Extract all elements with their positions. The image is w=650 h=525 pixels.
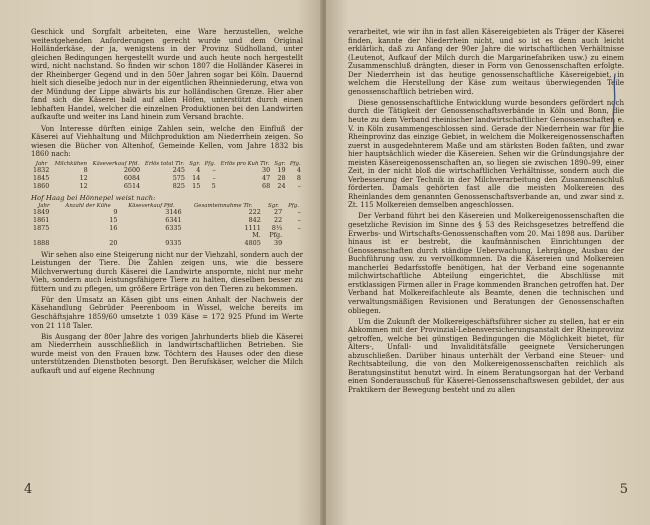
- table-cell: 9: [113, 208, 118, 217]
- table-cell: [284, 240, 303, 248]
- table-cell: –: [212, 166, 216, 175]
- page-number: 5: [619, 482, 628, 497]
- table-cell: 39: [274, 238, 283, 247]
- table-cell: 19: [277, 166, 286, 175]
- table-cell: 15: [109, 215, 118, 224]
- table-cell: 16: [109, 223, 118, 232]
- table-cell: 14: [192, 174, 201, 183]
- table-cell: 2600: [123, 166, 141, 175]
- table-cell: 5: [211, 181, 216, 190]
- table-cell: 575: [172, 174, 185, 183]
- table-header: Gesamteinnahme Tlr.: [194, 202, 253, 209]
- table-cell: 1875: [33, 223, 50, 232]
- table-cell: 15: [192, 181, 201, 190]
- left-text-column: [31, 28, 303, 378]
- table-cell: –: [297, 208, 301, 217]
- table-cell: 8: [83, 166, 88, 175]
- table-cell: 1832: [33, 166, 50, 175]
- table-cell: 8⅓: [271, 223, 283, 232]
- table-cell: Pfg.: [269, 231, 283, 240]
- altenhof-table: [31, 161, 303, 190]
- table-cell: 1849: [33, 208, 50, 217]
- table-row: [31, 183, 303, 191]
- table-header: Käseverkauf Pfd.: [128, 202, 175, 209]
- table-header: Sgr.: [274, 161, 286, 168]
- table-cell: 4: [296, 166, 301, 175]
- table-header: Pfg.: [204, 161, 216, 168]
- table-cell: 6341: [165, 215, 182, 224]
- table-header: Käseverkauf Pfd.: [92, 161, 140, 168]
- table-cell: –: [297, 215, 301, 224]
- paragraph: Der Verband führt bei den Käsereien und Molkereigenossenschaften die gesetzliche Revision im Sinne des § 53 des Reichsgesetzes betreffend die Erwerbs- und Wirtschafts-Genossenschaften vom 20. Mai 1898 aus. Darüber hinaus ist er bestrebt, die kaufmännischen Einrichtungen der Genossenschaften durch ständige Ueberwachung, Lehrgänge, Ausbau der Buchführung usw. zu vervollkommnen. Da die Käsereien und Molkereien mancherlei Bedarfsstoffe benötigen, hat der Verband eine sogenannte milchwirtschaftliche Abteilung eingerichtet, die Abschlüsse mit erstklassigen Firmen aller in Frage kommenden Branchen getroffen hat. Der Verband hat Molkereifachleute als Beamte, denen die technischen und verwaltungsmäßigen Revisionen und Beratungen der Genossenschaften obliegen.: [348, 211, 624, 315]
- table-header: Pfg.: [289, 161, 301, 168]
- paragraph: Wir sehen also eine Steigerung nicht nur der Viehzahl, sondern auch der Leistungen der Tiere. Die Zahlen zeigen uns, wie die bessere Milchverwertung durch Käserei die Landwirte anspornte, nicht nur mehr Vieh, sondern auch leistungsfähigere Tiere zu halten, dieselben besser zu füttern und zu pflegen, um größere Erträge von den Tieren zu bekommen.: [31, 249, 303, 293]
- table-cell: 22: [274, 215, 283, 224]
- table-cell: –: [212, 174, 216, 183]
- paragraph: verarbeitet, wie wir ihn in fast allen Käsereigebieten als Träger der Käserei finden, kannte der Niederrhein nicht, und so ist es denn auch leicht erklärlich, daß zu Anfang der 90er Jahre die wirtschaftlichen Verhältnisse (Leutenot, Aufkauf der Milch durch die Margarinefabriken usw.) zu einem Zusammenschluß drängten, dieser in Form von Genossenschaften erfolgte. Der Niederrhein ist das heutige genossenschaftliche Käsereigebiet, in welchem die Herstellung der Käse zum weitaus überwiegenden Teile genossenschaftlich betrieben wird.: [348, 27, 624, 96]
- paragraph: Geschick und Sorgfalt arbeiteten, eine Ware herzustellen, welche weitestgehenden Anforderungen gerecht wurde und dem Original Holländerkäse, der ja, wenigstens in der Provinz Südholland, unter gleichen Bedingungen hergestellt wurde und auch heute noch hergestellt wird, nicht nachstand. So finden wir schon 1807 die Holländer Käserei in der Rheinberger Gegend und in den 50er Jahren sogar bei Köln. Dauernd hielt sich dieselbe jedoch nur in der eigentlichen Rheinniederung, etwa von der Mündung der Lippe abwärts bis zur holländischen Grenze. Hier aber fand sich die Käserei bald auf allen Höfen, unterstützt durch einen lebhaften Handel, welcher die einzelnen Produktionen bei den Landwirten aufkaufte und weiter ins Land hinein zum Versand brachte.: [31, 27, 303, 122]
- table-cell: 47: [262, 174, 271, 183]
- table-cell: 4: [196, 166, 201, 175]
- table-cell: 1845: [33, 174, 50, 183]
- paragraph: Diese genossenschaftliche Entwicklung wurde besonders gefördert noch durch die Tätigkeit der Genossenschaftsverbände in Köln und Bonn, die heute zu dem Verband rheinischer landwirtschaftlicher Genossenschaften e. V. in Köln zusammengeschlossen sind. Gerade der Niederrhein war für die Rheinprovinz das einzige Gebiet, in welchem die Molkereigenossenschaften zuerst in ausgedehnterem Maße und am stärksten Boden faßten, und zwar hier hauptsächlich wieder die Käsereien. Sehen wir die Gründungsjahre der meisten Käsereigenossenschaften an, so liegen sie zwischen 1890–99, einer Zeit, in der nicht bloß die wirtschaftlichen Verhältnisse, sondern auch die Verbesserung der Technik in der Milchverarbeitung den Zusammenschluß förderten. Damals gehörten fast alle die meisten Molkereien des Rheinlandes dem genannten Genossenschaftsverbande an, und zwar sind z. Zt. 115 Molkereien demselben angeschlossen.: [348, 97, 624, 210]
- table-cell: 6335: [165, 223, 182, 232]
- table-cell: –: [297, 223, 301, 232]
- pencil-mark-icon: [609, 72, 619, 136]
- table-cell: 68: [262, 181, 271, 190]
- table-cell: 27: [274, 208, 283, 217]
- table-cell: 6514: [123, 181, 141, 190]
- table-cell: [284, 232, 303, 240]
- table-header: Anzahl der Kühe: [65, 202, 111, 209]
- table-cell: 8: [296, 174, 301, 183]
- table-cell: 12: [79, 174, 88, 183]
- table-cell: 1111: [244, 223, 261, 232]
- table-row: [31, 240, 303, 248]
- hof-haag-table: [31, 203, 303, 248]
- table-cell: 1861: [33, 215, 50, 224]
- table-cell: 825: [172, 181, 185, 190]
- table-cell: 6084: [123, 174, 141, 183]
- right-text-column: [348, 28, 624, 397]
- table-cell: –: [297, 181, 301, 190]
- paragraph: Um die Zukunft der Molkereigeschäftsführer sicher zu stellen, hat er ein Abkommen mit der Provinzial-Lebensversicherungsanstalt der Rheinprovinz getroffen, welche bei günstigen Bedingungen die Möglichkeit bietet, für Alters-, Unfall- und Invaliditätsfälle geeignete Versicherungen abzuschließen. Darüber hinaus unterhält der Verband eine Steuer- und Rechtsabteilung, die von den Molkereigenossenschaften reichlich als Beratungsinstitut benutzt wird. In einem Beratungsorgan hat der Verband einen Sonderausschuß für Käserei-Genossenschaftswesen gebildet, der aus Praktikern der Bewegung besteht und zu allen: [348, 316, 624, 394]
- table-cell: 24: [277, 181, 286, 190]
- table-cell: 9335: [165, 238, 182, 247]
- table-cell: 12: [79, 181, 88, 190]
- table-header: Sgr.: [189, 161, 201, 168]
- paragraph: Für den Umsatz an Käsen gibt uns einen Anhalt der Nachweis der Käsehandlung Gebrüder Peerenboom in Wissel, welche bereits im Geschäftsjahre 1859/60 umsetzte 1 039 Käse = 172 925 Pfund im Werte von 21 118 Taler.: [31, 294, 303, 330]
- page-number: 4: [24, 482, 33, 497]
- table-cell: 20: [109, 238, 118, 247]
- table-row: [31, 225, 303, 233]
- table-header: Jahr: [38, 202, 50, 209]
- right-page: [326, 0, 650, 525]
- table-header: Sgr.: [268, 202, 279, 209]
- table-cell: 4805: [244, 238, 261, 247]
- paragraph: Bis Ausgang der 80er Jahre des vorigen Jahrhunderts blieb die Käserei am Niederrhein ausschließlich in landwirtschaftlichen Betrieben. Sie wurde meist von den Frauen bzw. Töchtern des Hauses oder den diese unterstützenden Dienstboten besorgt. Den Berufskäser, welcher die Milch aufkauft und auf eigene Rechnung: [31, 331, 303, 375]
- table-cell: M.: [252, 231, 261, 240]
- table-header: Milchkühen: [54, 161, 88, 168]
- table-cell: 842: [248, 215, 261, 224]
- table-header: Erlös total Tlr.: [144, 161, 185, 168]
- table-header: Jahr: [35, 161, 48, 168]
- paragraph: Von Interesse dürften einige Zahlen sein, welche den Einfluß der Käserei auf Viehhaltung und Milchproduktion am Niederrhein zeigen. So wiesen die Bücher von Altenhof, Gemeinde Kellen, vom Jahre 1832 bis 1860 nach:: [31, 123, 303, 159]
- table-cell: 30: [262, 166, 271, 175]
- table-cell: 28: [277, 174, 286, 183]
- table-header: Erlös pro Kuh Tlr.: [220, 161, 270, 168]
- left-page: [0, 0, 322, 525]
- table-cell: 1888: [33, 238, 50, 247]
- table-cell: 245: [172, 166, 185, 175]
- table-cell: 3146: [165, 208, 182, 217]
- table-header: Pfg.: [288, 202, 299, 209]
- table-cell: 222: [248, 208, 261, 217]
- table-caption: Hof Haag bei Hönnepel weist nach:: [31, 193, 156, 202]
- table-cell: 1860: [33, 181, 50, 190]
